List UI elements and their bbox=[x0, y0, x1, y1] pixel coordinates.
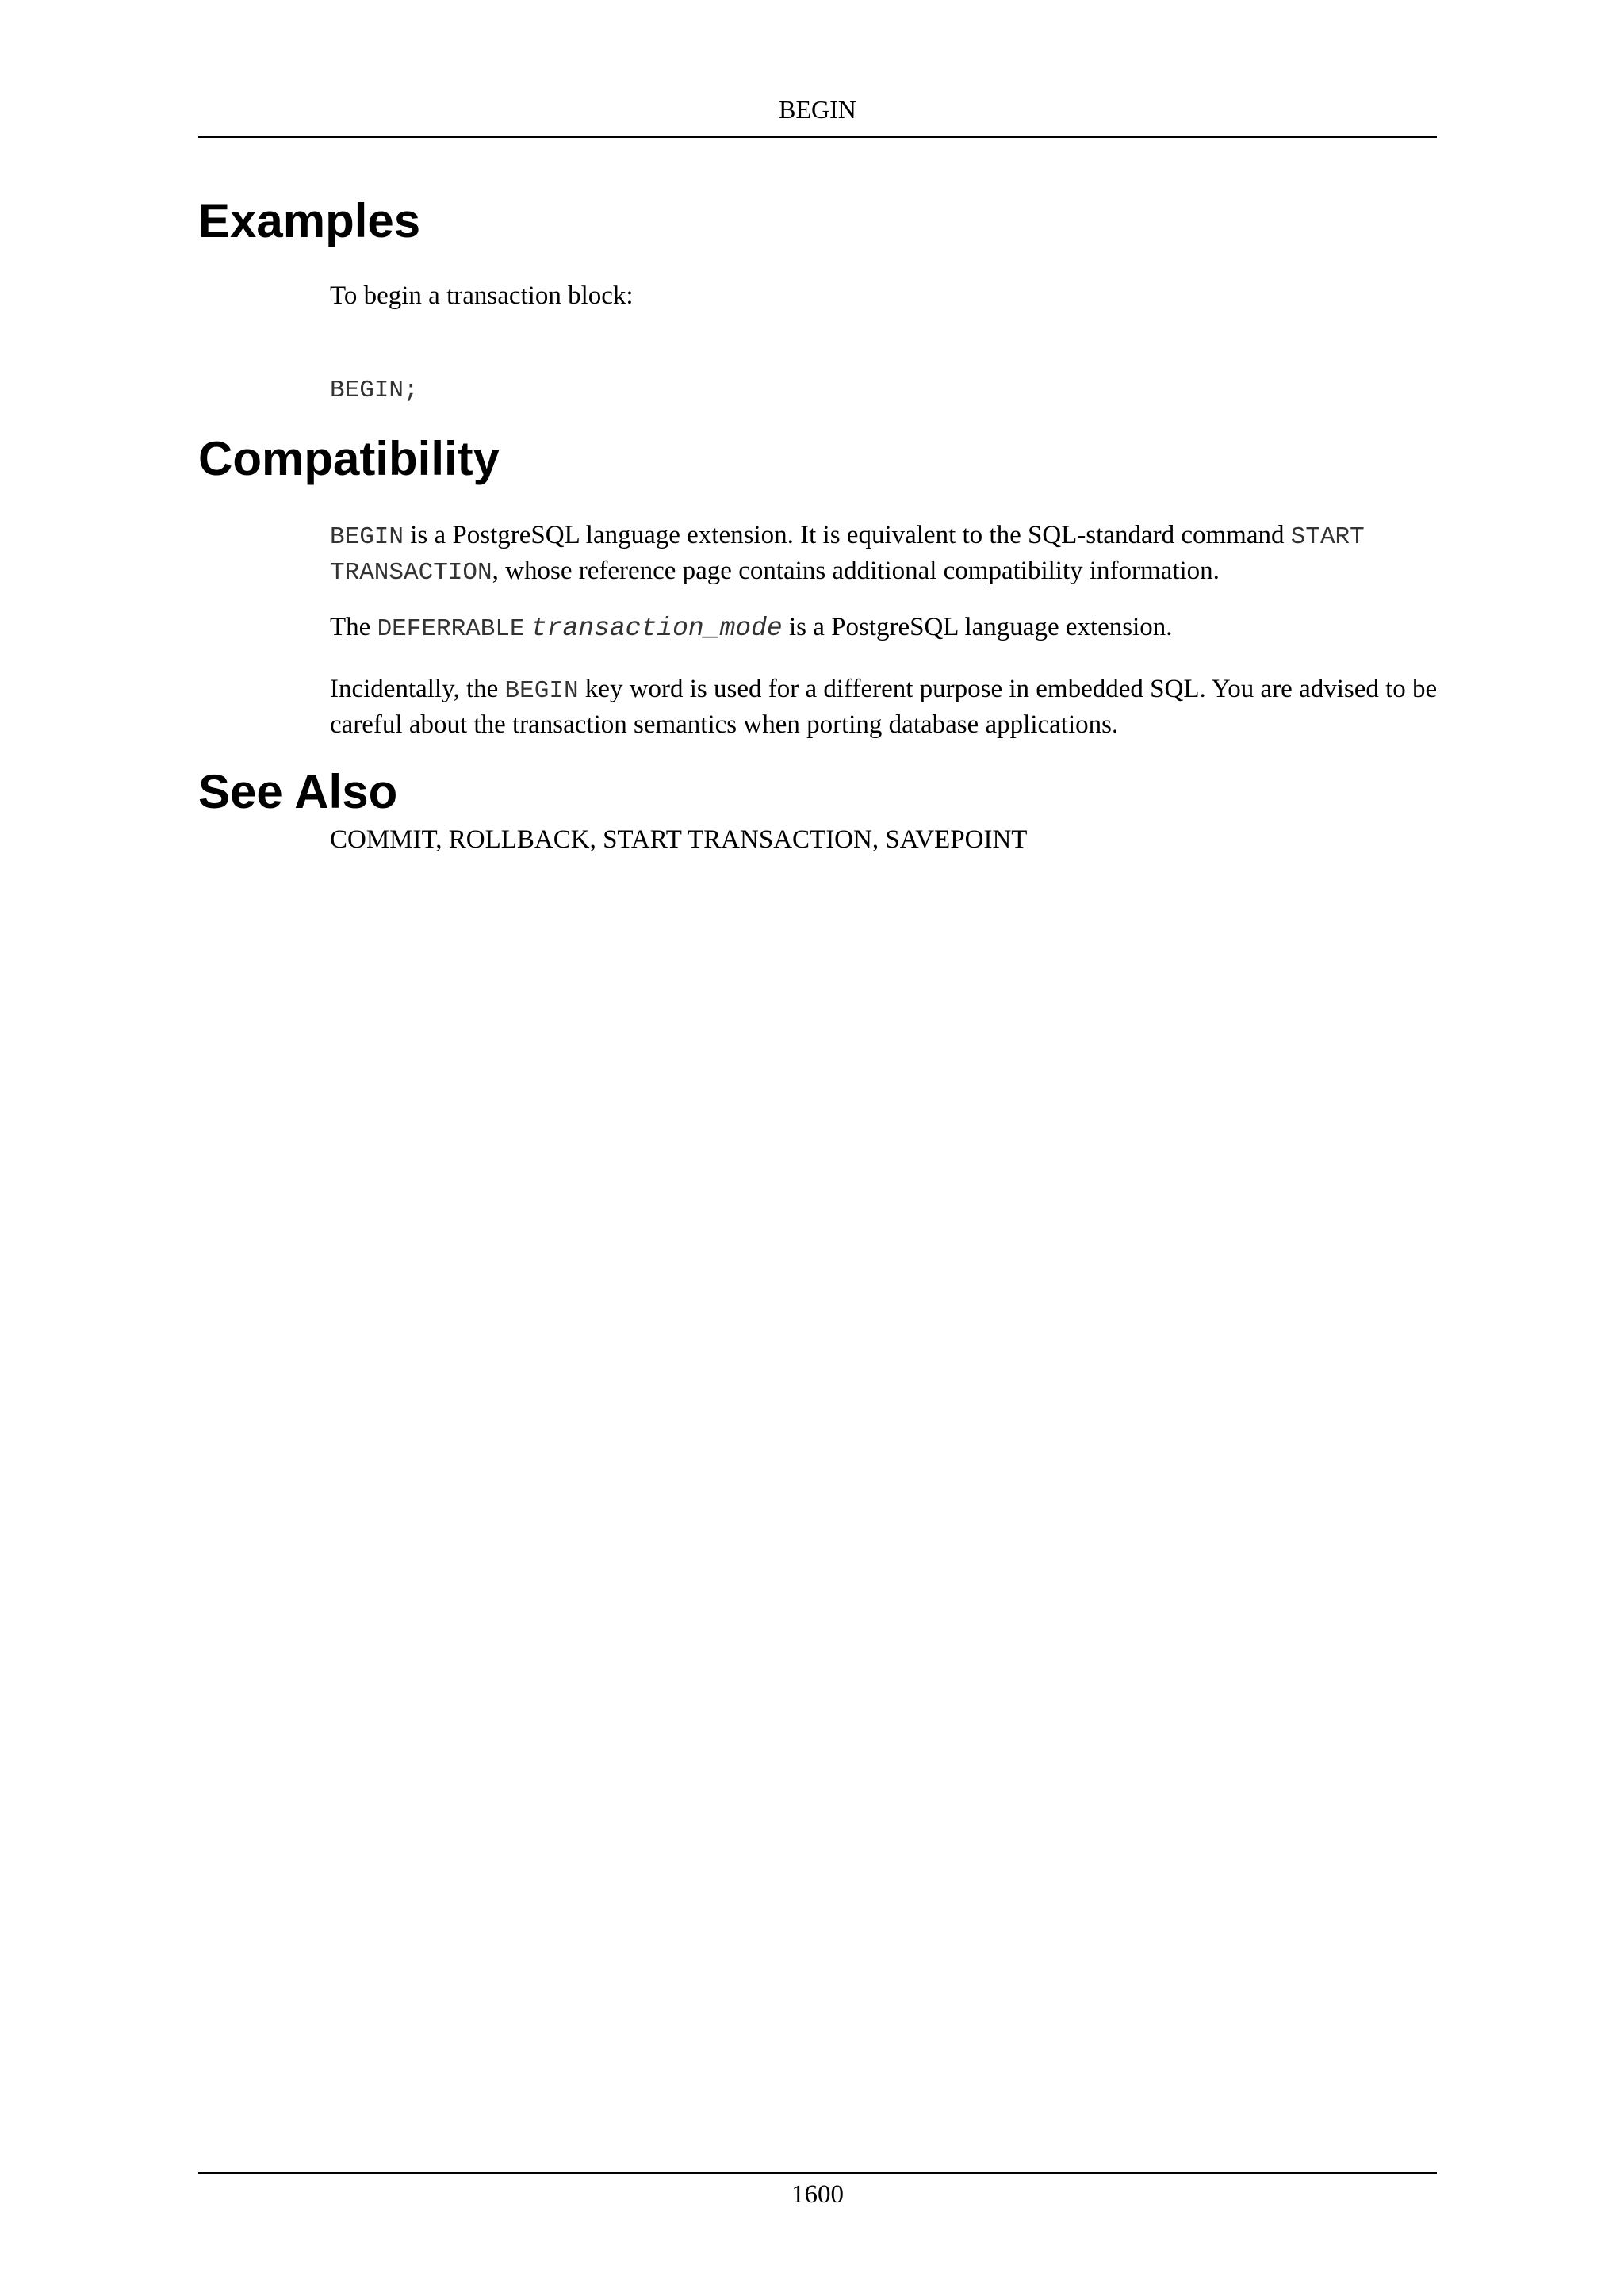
text: is a PostgreSQL language extension. It is equivalent to the SQL-standard command bbox=[404, 521, 1291, 549]
running-header: BEGIN bbox=[779, 95, 856, 124]
compatibility-paragraph-3 bbox=[330, 672, 1440, 741]
see-also-links: COMMIT, ROLLBACK, START TRANSACTION, SAVEPOINT bbox=[330, 825, 1028, 854]
code-start: START bbox=[1290, 523, 1365, 551]
examples-intro: To begin a transaction block: bbox=[330, 281, 634, 310]
examples-code-block: BEGIN; bbox=[330, 377, 419, 404]
compatibility-paragraph-1 bbox=[330, 519, 1440, 590]
footer-rule bbox=[198, 2172, 1437, 2174]
text: Incidentally, the bbox=[330, 675, 505, 703]
text: , whose reference page contains additional compatibility information. bbox=[492, 557, 1220, 585]
see-also-heading: See Also bbox=[198, 765, 398, 818]
compatibility-heading: Compatibility bbox=[198, 432, 500, 485]
code-deferrable: DEFERRABLE bbox=[377, 615, 525, 643]
text: is a PostgreSQL language extension. bbox=[782, 613, 1173, 641]
code-transaction: TRANSACTION bbox=[330, 559, 492, 587]
text: key word is used for a different purpose in embedded SQL. You are advised to be careful about the transaction semantics when porting database applications. bbox=[330, 675, 1438, 739]
examples-heading: Examples bbox=[198, 194, 421, 247]
header-rule bbox=[198, 136, 1437, 138]
code-begin: BEGIN bbox=[504, 677, 579, 705]
text: The bbox=[330, 613, 377, 641]
code-begin: BEGIN bbox=[330, 523, 404, 551]
page-number: 1600 bbox=[791, 2180, 844, 2209]
compatibility-paragraph-2 bbox=[330, 610, 1440, 646]
code-transaction-mode: transaction_mode bbox=[530, 614, 783, 643]
